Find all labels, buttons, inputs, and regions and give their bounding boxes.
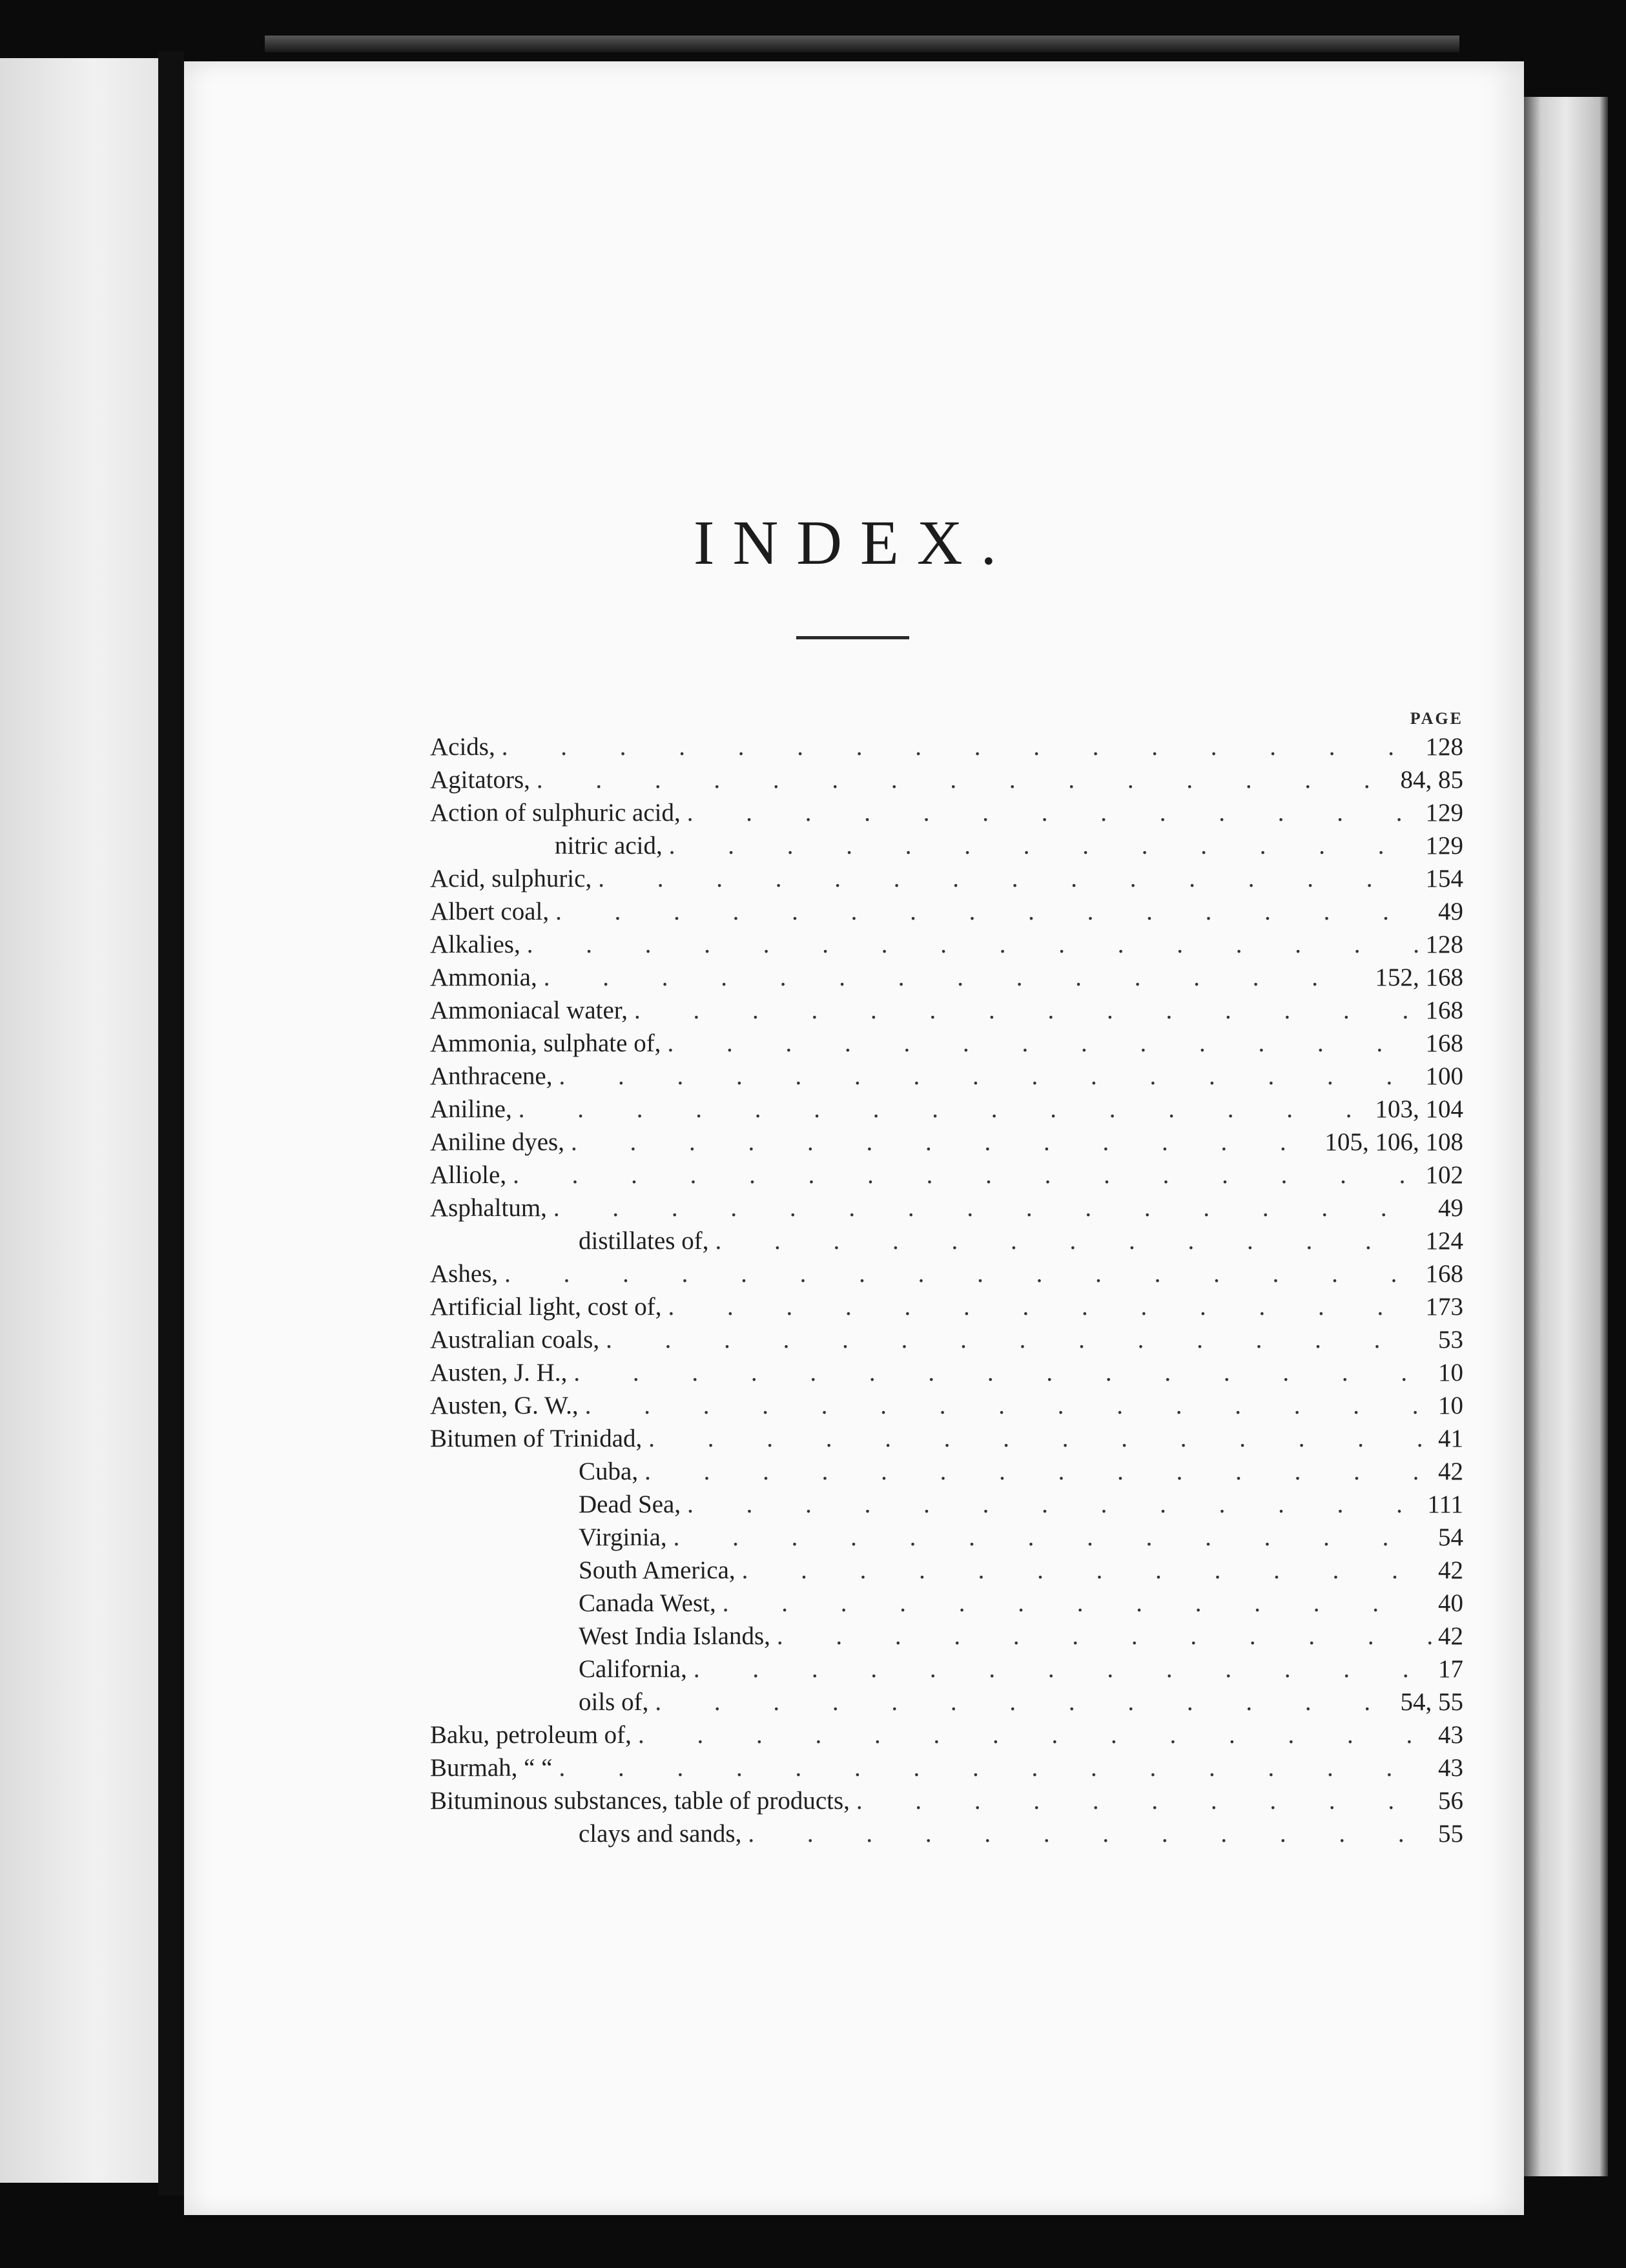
entry-term: California,: [579, 1655, 687, 1683]
index-entry: [430, 1126, 1463, 1159]
dot-leader: [669, 829, 1419, 862]
entry-pages: 54: [1438, 1523, 1463, 1551]
entry-term: Ammonia, sulphate of,: [430, 1029, 661, 1057]
entry-pages: 42: [1438, 1458, 1463, 1485]
entry-pages: 49: [1438, 898, 1463, 925]
dot-leader: [527, 928, 1419, 961]
dot-leader: [856, 1784, 1432, 1817]
index-entry: [430, 1224, 1463, 1257]
entry-term: Bitumen of Trinidad,: [430, 1425, 643, 1452]
page-column-header: PAGE: [1410, 709, 1463, 728]
dot-leader: [634, 994, 1419, 1027]
dot-leader: [777, 1620, 1432, 1653]
entry-term: West India Islands,: [579, 1622, 770, 1650]
entry-term: Action of sulphuric acid,: [430, 799, 681, 827]
index-entry: [430, 1027, 1463, 1060]
entry-pages: 43: [1438, 1754, 1463, 1782]
index-entry: [430, 961, 1463, 994]
entry-term: Austen, J. H.,: [430, 1359, 568, 1387]
index-entry: [430, 1817, 1463, 1850]
entry-term: Alliole,: [430, 1161, 507, 1189]
index-entry: [430, 730, 1463, 763]
entry-pages: 129: [1425, 832, 1463, 860]
entry-term: Asphaltum,: [430, 1194, 547, 1222]
dot-leader: [668, 1290, 1419, 1323]
index-entry: [430, 1389, 1463, 1422]
entry-term: Ammonia,: [430, 964, 537, 991]
adjacent-page-edge: [0, 58, 158, 2183]
entry-term: South America,: [579, 1556, 736, 1584]
book-page: [184, 61, 1524, 2215]
dot-leader: [559, 1751, 1432, 1784]
dot-leader: [585, 1389, 1432, 1422]
index-entry: [430, 796, 1463, 829]
entry-pages: 128: [1425, 733, 1463, 761]
index-entry: [430, 1587, 1463, 1620]
index-entry: [430, 928, 1463, 961]
dot-leader: [537, 763, 1394, 796]
index-entry: [430, 1554, 1463, 1587]
index-entry: [430, 763, 1463, 796]
dot-leader: [715, 1224, 1419, 1257]
dot-leader: [606, 1323, 1432, 1356]
index-entry: [430, 1488, 1463, 1521]
entry-term: Bituminous substances, table of products,: [430, 1787, 850, 1815]
entry-term: Australian coals,: [430, 1326, 600, 1354]
entry-term: Virginia,: [579, 1523, 667, 1551]
dot-leader: [555, 895, 1432, 928]
entry-term: distillates of,: [579, 1227, 709, 1255]
dot-leader: [573, 1356, 1432, 1389]
entry-term: Anthracene,: [430, 1062, 553, 1090]
dot-leader: [648, 1422, 1432, 1455]
dot-leader: [598, 862, 1419, 895]
entry-pages: 42: [1438, 1556, 1463, 1584]
entry-pages: 17: [1438, 1655, 1463, 1683]
entry-pages: 152, 168: [1375, 964, 1463, 991]
dot-leader: [504, 1257, 1419, 1290]
entry-pages: 105, 106, 108: [1324, 1128, 1463, 1156]
index-entry: [430, 1191, 1463, 1224]
dot-leader: [723, 1587, 1432, 1620]
index-entry: [430, 1422, 1463, 1455]
entry-term: Dead Sea,: [579, 1490, 681, 1518]
index-entry: [430, 1718, 1463, 1751]
entry-pages: 124: [1425, 1227, 1463, 1255]
entry-pages: 84, 85: [1400, 766, 1463, 794]
entry-term: Ammoniacal water,: [430, 996, 628, 1024]
title-rule: [796, 636, 909, 639]
dot-leader: [687, 1488, 1421, 1521]
entry-pages: 42: [1438, 1622, 1463, 1650]
index-entry: [430, 1521, 1463, 1554]
index-entry: [430, 1356, 1463, 1389]
entry-pages: 168: [1425, 1260, 1463, 1288]
dot-leader: [571, 1126, 1319, 1159]
index-entry: [430, 994, 1463, 1027]
entry-pages: 43: [1438, 1721, 1463, 1749]
entry-term: Aniline dyes,: [430, 1128, 564, 1156]
index-entry: [430, 1159, 1463, 1191]
right-page-edge: [1524, 97, 1608, 2176]
entry-pages: 53: [1438, 1326, 1463, 1354]
entry-pages: 168: [1425, 1029, 1463, 1057]
index-entry: [430, 1257, 1463, 1290]
dot-leader: [544, 961, 1369, 994]
entry-term: Alkalies,: [430, 931, 520, 958]
dot-leader: [742, 1554, 1432, 1587]
entry-term: Austen, G. W.,: [430, 1392, 579, 1419]
index-entry: [430, 1653, 1463, 1686]
dot-leader: [553, 1191, 1432, 1224]
entry-pages: 129: [1425, 799, 1463, 827]
book-spine-shadow: [158, 52, 184, 2196]
index-entry: [430, 895, 1463, 928]
entry-term: Agitators,: [430, 766, 530, 794]
dot-leader: [748, 1817, 1432, 1850]
entry-pages: 154: [1425, 865, 1463, 892]
entry-pages: 128: [1425, 931, 1463, 958]
index-entry: [430, 1751, 1463, 1784]
dot-leader: [655, 1686, 1394, 1718]
entry-pages: 40: [1438, 1589, 1463, 1617]
entry-term: Artificial light, cost of,: [430, 1293, 662, 1321]
index-entry: [430, 1093, 1463, 1126]
index-entry: [430, 1455, 1463, 1488]
entry-term: Acid, sulphuric,: [430, 865, 592, 892]
entry-term: clays and sands,: [579, 1820, 742, 1848]
entry-term: Albert coal,: [430, 898, 550, 925]
dot-leader: [674, 1521, 1432, 1554]
dot-leader: [519, 1093, 1369, 1126]
dot-leader: [694, 1653, 1432, 1686]
entry-pages: 100: [1425, 1062, 1463, 1090]
entry-term: Acids,: [430, 733, 495, 761]
index-entry: [430, 1784, 1463, 1817]
entry-term: Burmah, “ “: [430, 1754, 553, 1782]
dot-leader: [667, 1027, 1419, 1060]
entry-pages: 10: [1438, 1392, 1463, 1419]
dot-leader: [638, 1718, 1432, 1751]
entry-pages: 102: [1425, 1161, 1463, 1189]
dot-leader: [513, 1159, 1419, 1191]
index-entry: [430, 1620, 1463, 1653]
entry-term: Cuba,: [579, 1458, 639, 1485]
entry-pages: 103, 104: [1375, 1095, 1463, 1123]
entry-term: Canada West,: [579, 1589, 716, 1617]
entry-pages: 41: [1438, 1425, 1463, 1452]
entry-term: Ashes,: [430, 1260, 499, 1288]
entry-pages: 173: [1425, 1293, 1463, 1321]
index-entries: [430, 730, 1463, 1850]
index-entry: [430, 1060, 1463, 1093]
dot-leader: [687, 796, 1419, 829]
entry-pages: 54, 55: [1400, 1688, 1463, 1716]
entry-pages: 10: [1438, 1359, 1463, 1387]
entry-pages: 56: [1438, 1787, 1463, 1815]
index-entry: [430, 1686, 1463, 1718]
index-entry: [430, 829, 1463, 862]
entry-pages: 111: [1427, 1490, 1463, 1518]
dot-leader: [644, 1455, 1432, 1488]
index-entry: [430, 1290, 1463, 1323]
top-edge-shadow: [265, 36, 1459, 52]
entry-pages: 168: [1425, 996, 1463, 1024]
dot-leader: [559, 1060, 1419, 1093]
entry-term: nitric acid,: [555, 832, 663, 860]
entry-term: oils of,: [579, 1688, 649, 1716]
entry-pages: 55: [1438, 1820, 1463, 1848]
entry-pages: 49: [1438, 1194, 1463, 1222]
index-entry: [430, 862, 1463, 895]
dot-leader: [502, 730, 1419, 763]
entry-term: Baku, petroleum of,: [430, 1721, 632, 1749]
page-title: INDEX.: [693, 508, 1015, 578]
index-entry: [430, 1323, 1463, 1356]
index-list: [430, 707, 1463, 1850]
entry-term: Aniline,: [430, 1095, 512, 1123]
